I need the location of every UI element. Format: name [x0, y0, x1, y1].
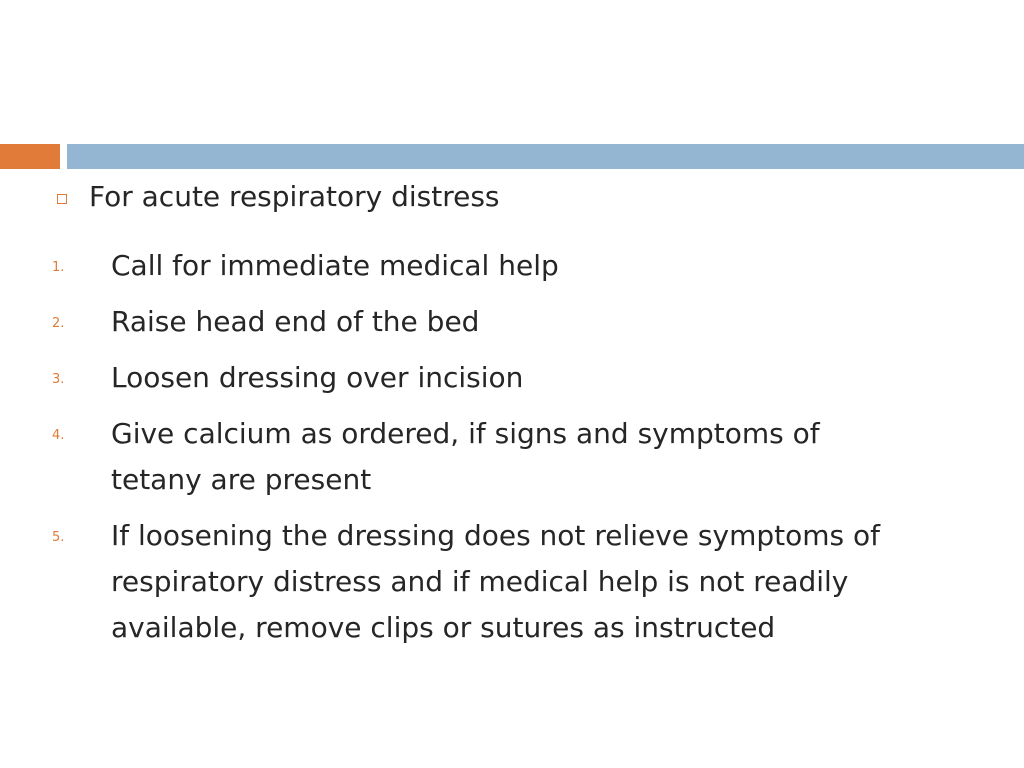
- list-number: 2.: [52, 316, 65, 331]
- list-number: 3.: [52, 372, 65, 387]
- list-item-text: Raise head end of the bed: [111, 305, 480, 338]
- list-number: 4.: [52, 428, 65, 443]
- list-number: 5.: [52, 530, 65, 545]
- bullet-header-line: [57, 180, 500, 213]
- accent-bar-orange: [0, 144, 60, 169]
- list-item-text: Give calcium as ordered, if signs and symptoms of tetany are present: [111, 417, 820, 496]
- accent-bar-blue: [67, 144, 1024, 169]
- hollow-square-bullet-icon: [57, 194, 67, 204]
- list-item-text: If loosening the dressing does not relieve symptoms of respiratory distress and if medical help is not readily available, remove clips or sutures as instructed: [111, 519, 880, 644]
- list-number: 1.: [52, 260, 65, 275]
- bullet-header-text: For acute respiratory distress: [89, 180, 500, 213]
- list-item-text: Call for immediate medical help: [111, 249, 559, 282]
- list-item-text: Loosen dressing over incision: [111, 361, 524, 394]
